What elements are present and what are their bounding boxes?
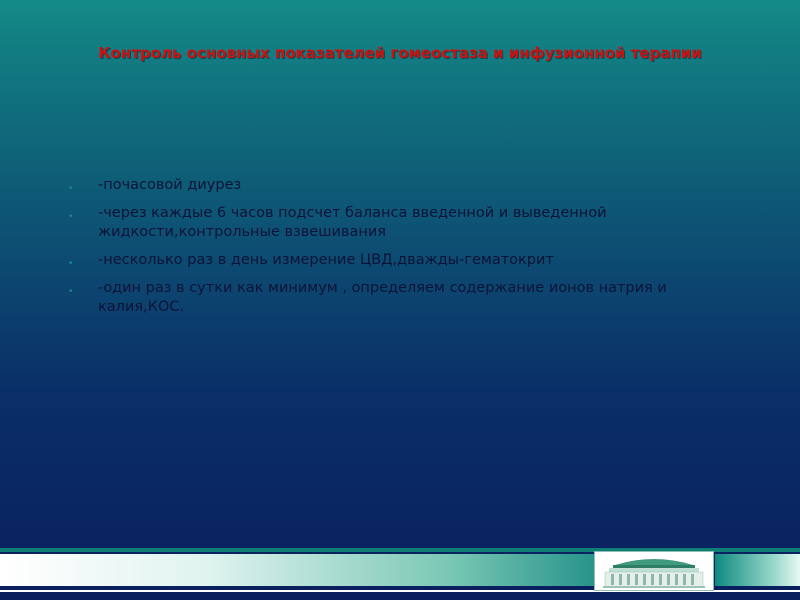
footer-gradient-bar-right bbox=[715, 554, 800, 586]
list-item bbox=[68, 176, 708, 195]
list-item bbox=[68, 279, 708, 317]
bullet-marker: • bbox=[68, 212, 74, 222]
bullet-marker: • bbox=[68, 259, 74, 269]
footer-gradient-bar bbox=[0, 554, 596, 586]
bullet-marker: • bbox=[68, 287, 74, 297]
building-icon-graphic bbox=[595, 552, 713, 590]
bullet-list bbox=[68, 176, 708, 326]
list-item bbox=[68, 251, 708, 270]
list-item bbox=[68, 204, 708, 242]
list-item-text: -несколько раз в день измерение ЦВД,дважды-гематокрит bbox=[98, 252, 554, 268]
list-item-text: -через каждые 6 часов подсчет баланса введенной и выведенной жидкости,контрольные взвешивания bbox=[98, 205, 607, 240]
building-icon bbox=[594, 551, 714, 591]
list-item-text: -один раз в сутки как минимум , определяем содержание ионов натрия и калия,КОС. bbox=[98, 280, 667, 315]
bullet-marker: • bbox=[68, 184, 74, 194]
slide-title: Контроль основных показателей гомеостаза и инфузионной терапии bbox=[98, 44, 702, 62]
list-item-text: -почасовой диурез bbox=[98, 177, 242, 193]
